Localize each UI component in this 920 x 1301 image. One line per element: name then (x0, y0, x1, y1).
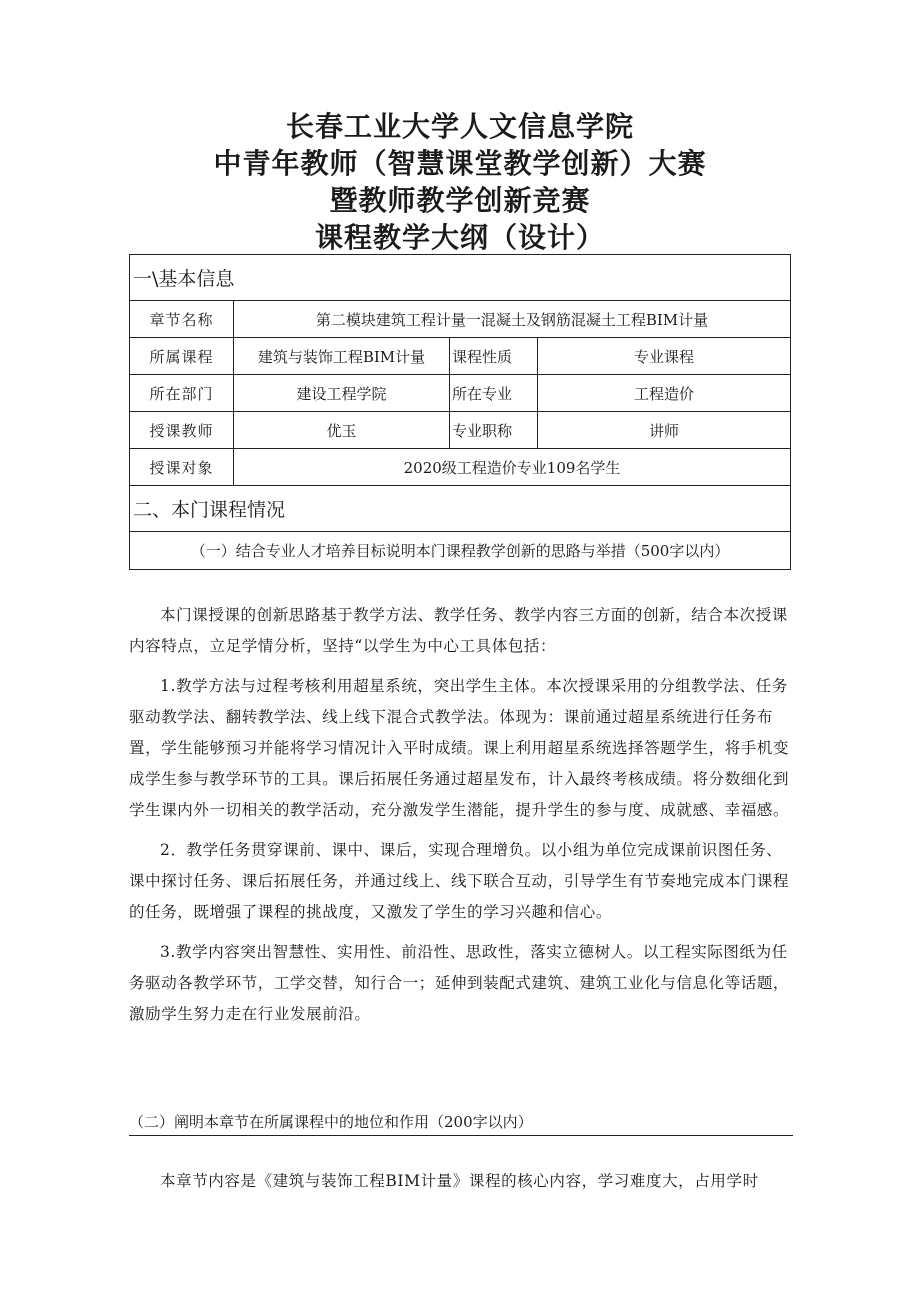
dept-label: 所在部门 (130, 375, 234, 412)
title-label: 专业职称 (450, 412, 538, 449)
paragraph-chapter-role: 本章节内容是《建筑与装饰工程BIM计量》课程的核心内容，学习难度大，占用学时 (160, 1172, 759, 1190)
title-line-3: 暨教师教学创新竞赛 (329, 184, 591, 217)
teacher-value: 优玉 (234, 412, 450, 449)
nature-label: 课程性质 (450, 338, 538, 375)
title-line-2: 中青年教师（智慧课堂教学创新）大赛 (213, 147, 707, 180)
section-2-sub-1: （一）结合专业人才培养目标说明本门课程教学创新的思路与举措（500字以内） (130, 532, 791, 570)
course-label: 所属课程 (130, 338, 234, 375)
document-title (0, 108, 920, 256)
section-2-sub-2: （二）阐明本章节在所属课程中的地位和作用（200字以内） (129, 1111, 793, 1136)
section-2-heading: 二、本门课程情况 (130, 486, 791, 532)
title-line-4: 课程教学大纲（设计） (314, 221, 605, 254)
target-value: 2020级工程造价专业109名学生 (234, 449, 791, 486)
section-1-heading: 一\基本信息 (130, 255, 791, 301)
section-2-body (129, 600, 793, 1030)
paragraph-method: 1.教学方法与过程考核利用超星系统，突出学生主体。本次授课采用的分组教学法、任务驱动教学法、翻转教学法、线上线下混合式教学法。体现为：课前通过超星系统进行任务布置，学生能够预习并能将学习情况计入平时成绩。课上利用超星系统选择答题学生，将手机变成学生参与教学环节的工具。课后拓展任务通过超星发布，计入最终考核成绩。将分数细化到学生课内外一切相关的教学活动，充分激发学生潜能，提升学生的参与度、成就感、幸福感。 (129, 677, 790, 819)
chapter-label: 章节名称 (130, 301, 234, 338)
title-line-1: 长春工业大学人文信息学院 (285, 110, 634, 143)
paragraph-content: 3.教学内容突出智慧性、实用性、前沿性、思政性，落实立德树人。以工程实际图纸为任务驱动各教学环节，工学交替，知行合一；延伸到装配式建筑、建筑工业化与信息化等话题，激励学生努力走在行业发展前沿。 (129, 943, 790, 1023)
major-label: 所在专业 (450, 375, 538, 412)
section-2-body-2 (129, 1166, 793, 1197)
nature-value: 专业课程 (538, 338, 791, 375)
title-value: 讲师 (538, 412, 791, 449)
dept-value: 建设工程学院 (234, 375, 450, 412)
paragraph-task: 2．教学任务贯穿课前、课中、课后，实现合理增负。以小组为单位完成课前识图任务、课中探讨任务、课后拓展任务，并通过线上、线下联合互动，引导学生有节奏地完成本门课程的任务，既增强了课程的挑战度，又激发了学生的学习兴趣和信心。 (129, 841, 790, 921)
basic-info-table (129, 254, 791, 570)
teacher-label: 授课教师 (130, 412, 234, 449)
chapter-value: 第二模块建筑工程计量一混凝土及钢筋混凝土工程BIM计量 (234, 301, 791, 338)
course-value: 建筑与装饰工程BIM计量 (234, 338, 450, 375)
major-value: 工程造价 (538, 375, 791, 412)
paragraph-intro: 本门课授课的创新思路基于教学方法、教学任务、教学内容三方面的创新，结合本次授课内容特点，立足学情分析，坚持“以学生为中心工具体包括： (129, 606, 788, 655)
target-label: 授课对象 (130, 449, 234, 486)
